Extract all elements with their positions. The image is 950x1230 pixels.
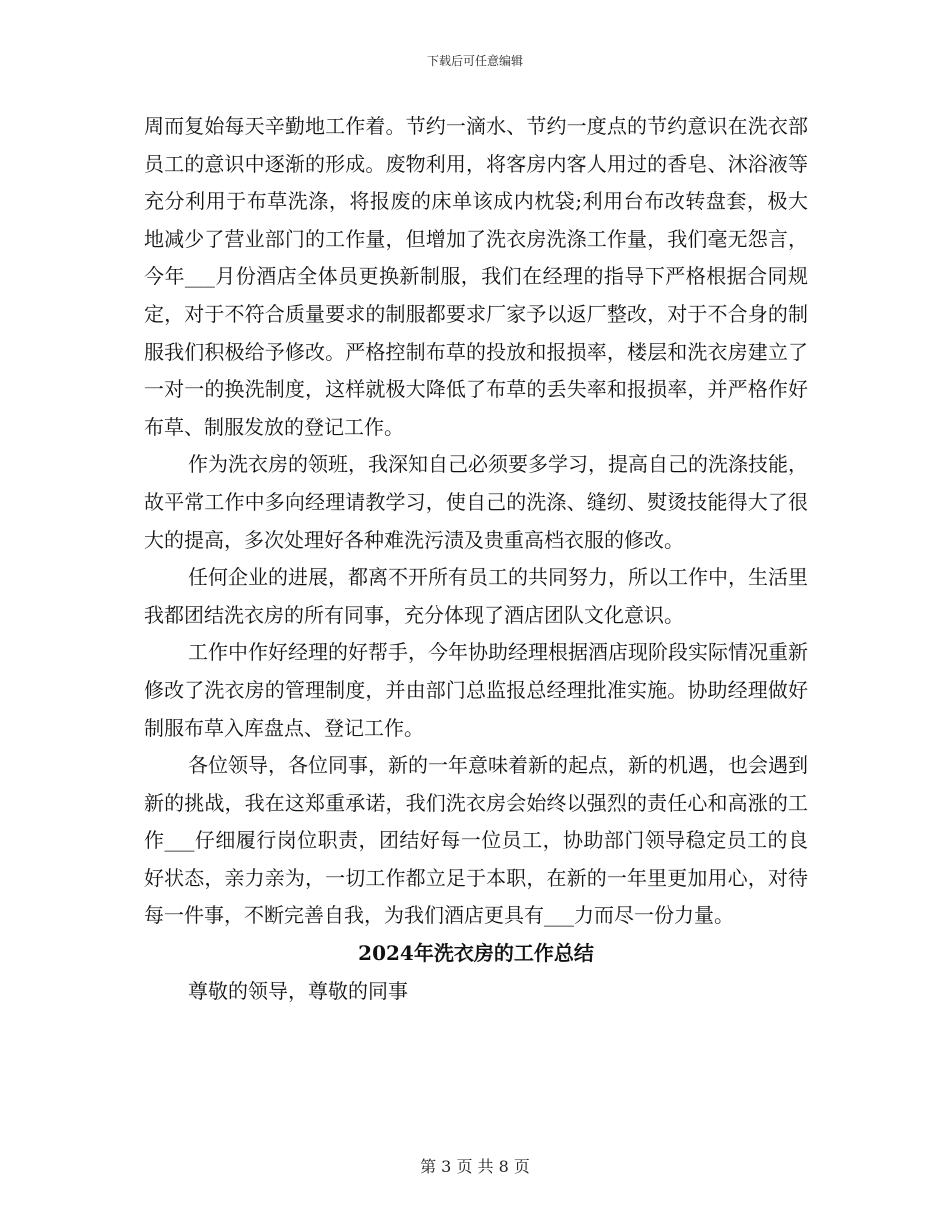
section-title: 2024年洗衣房的工作总结 (358, 941, 594, 966)
salutation: 尊敬的领导，尊敬的同事 (188, 978, 408, 1003)
paragraph-3: 任何企业的进展，都离不开所有员工的共同努力，所以工作中，生活里我都团结洗衣房的所有同事，充分体现了酒店团队文化意识。 (144, 565, 808, 627)
paragraph-4: 工作中作好经理的好帮手，今年协助经理根据酒店现阶段实际情况重新修改了洗衣房的管理制度，并由部门总监报总经理批准实施。协助经理做好制服布草入库盘点、登记工作。 (144, 640, 808, 740)
document-body (144, 108, 808, 1010)
page-header: 下载后可任意编辑 (426, 54, 523, 68)
paragraph-2: 作为洗衣房的领班，我深知自己必须要多学习，提高自己的洗涤技能，故平常工作中多向经理请教学习，使自己的洗涤、缝纫、熨烫技能得大了很大的提高，多次处理好各种难洗污渍及贵重高档衣服的修改。 (144, 452, 808, 552)
paragraph-5: 各位领导，各位同事，新的一年意味着新的起点，新的机遇，也会遇到新的挑战，我在这郑重承诺，我们洗衣房会始终以强烈的责任心和高涨的工作___仔细履行岗位职责，团结好每一位员工，协助部门领导稳定员工的良好状态，亲力亲为，一切工作都立足于本职，在新的一年里更加用心，对待每一件事，不断完善自我，为我们酒店更具有___力而尽一份力量。 (144, 753, 808, 928)
paragraph-1: 周而复始每天辛勤地工作着。节约一滴水、节约一度点的节约意识在洗衣部员工的意识中逐渐的形成。废物利用，将客房内客人用过的香皂、沐浴液等充分利用于布草洗涤，将报废的床单该成内枕袋;利用台布改转盘套，极大地减少了营业部门的工作量，但增加了洗衣房洗涤工作量，我们毫无怨言，今年___月份酒店全体员更换新制服，我们在经理的指导下严格根据合同规定，对于不符合质量要求的制服都要求厂家予以返厂整改，对于不合身的制服我们积极给予修改。严格控制布草的投放和报损率，楼层和洗衣房建立了一对一的换洗制度，这样就极大降低了布草的丢失率和报损率，并严格作好布草、制服发放的登记工作。 (144, 114, 808, 439)
page-footer: 第 3 页 共 8 页 (420, 1157, 530, 1176)
